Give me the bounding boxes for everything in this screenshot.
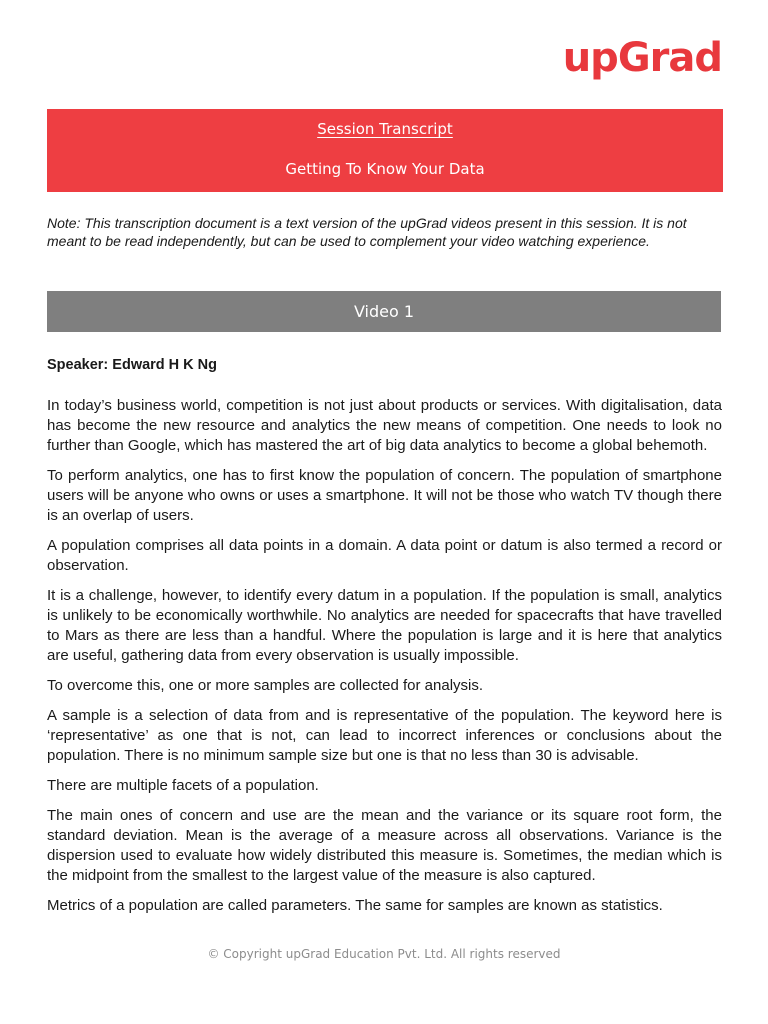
- copyright-footer: © Copyright upGrad Education Pvt. Ltd. All rights reserved: [207, 947, 561, 961]
- transcript-paragraph: A population comprises all data points in a domain. A data point or datum is also termed a record or observation.: [47, 537, 722, 574]
- transcript-paragraph: There are multiple facets of a population.: [47, 777, 319, 794]
- transcript-paragraph: To overcome this, one or more samples are collected for analysis.: [47, 677, 484, 694]
- session-topic-title: Getting To Know Your Data: [285, 160, 485, 178]
- transcript-paragraph: To perform analytics, one has to first know the population of concern. The population of smartphone users will be anyone who owns or uses a smartphone. It will not be those who watch TV though there is an overlap of users.: [47, 467, 722, 524]
- session-transcript-title: Session Transcript: [317, 120, 453, 138]
- transcript-paragraph: In today’s business world, competition is not just about products or services. With digitalisation, data has become the new resource and analytics the new means of competition. One needs to look no further than Google, which has mastered the art of big data analytics to become a global behemoth.: [47, 397, 722, 454]
- transcript-paragraph: It is a challenge, however, to identify every datum in a population. If the population is small, analytics is unlikely to be economically worthwhile. No analytics are needed for spacecrafts that have travelled to Mars as there are less than a handful. Where the population is large and it is here that analytics are useful, gathering data from every observation is usually impossible.: [47, 587, 722, 664]
- speaker-label: Speaker: Edward H K Ng: [47, 357, 218, 373]
- transcript-paragraph: The main ones of concern and use are the mean and the variance or its square root form, the standard deviation. Mean is the average of a measure across all observations. Variance is the dispersion used to evaluate how widely distributed this measure is. Sometimes, the median which is the midpoint from the smallest to the largest value of the measure is also captured.: [47, 807, 722, 884]
- video-section-header: Video 1: [47, 291, 721, 332]
- transcript-body: [47, 396, 722, 926]
- transcript-paragraph: A sample is a selection of data from and is representative of the population. The keyword here is ‘representative’ as one that is not, can lead to incorrect inferences or conclusions about the population. There is no minimum sample size but one is that no less than 30 is advisable.: [47, 707, 722, 764]
- session-header-banner: [47, 109, 723, 192]
- transcript-paragraph: Metrics of a population are called parameters. The same for samples are known as statistics.: [47, 897, 663, 914]
- upgrad-logo: upGrad: [562, 35, 722, 81]
- transcription-note: Note: This transcription document is a text version of the upGrad videos present in this session. It is not meant to be read independently, but can be used to complement your video watching experience.: [47, 215, 687, 249]
